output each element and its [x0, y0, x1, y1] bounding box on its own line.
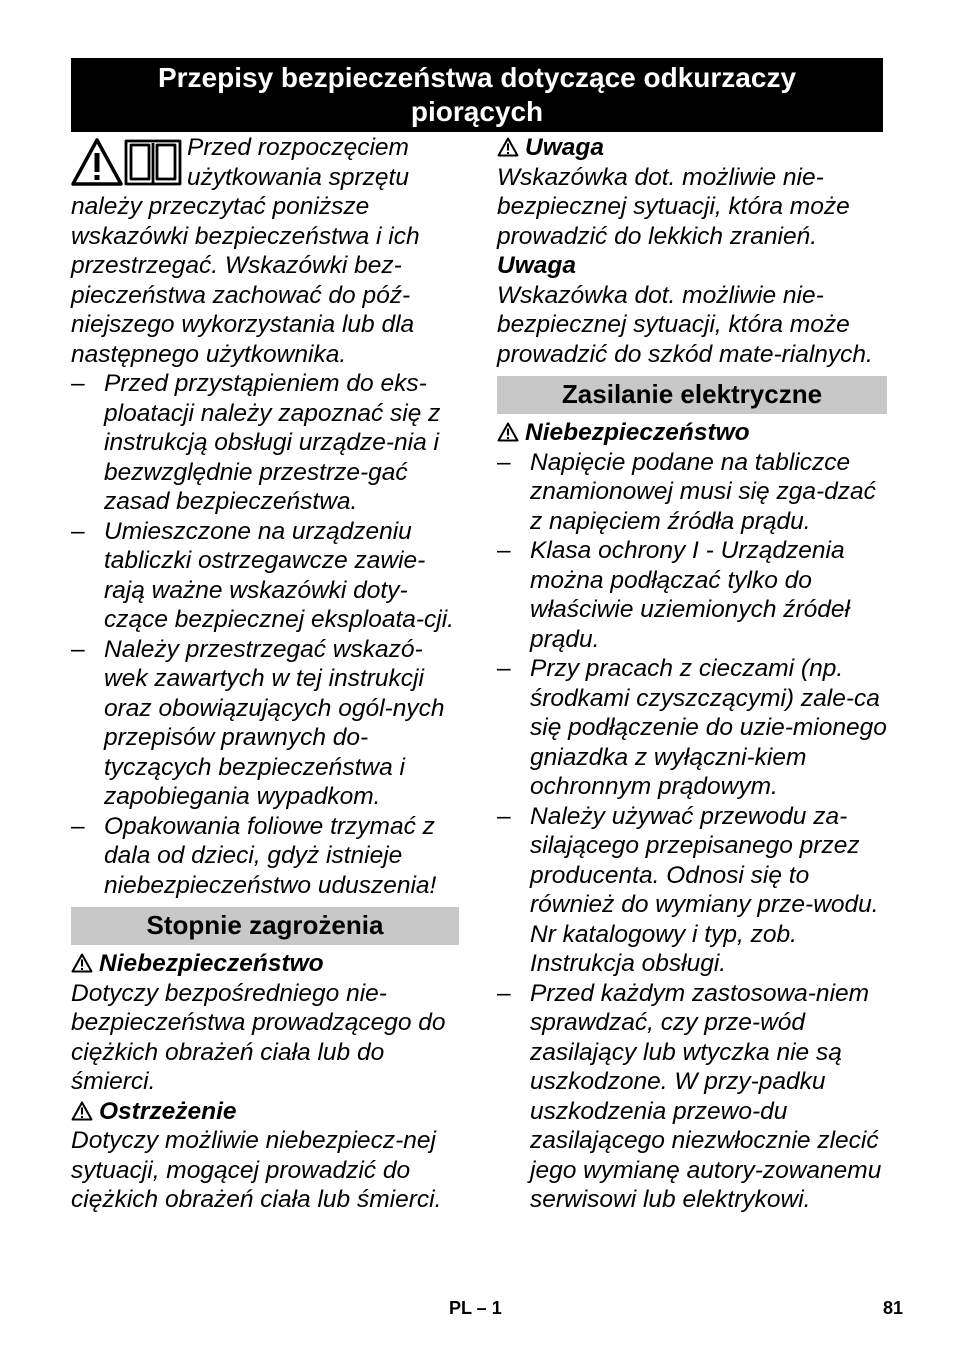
list-item: – Przy pracach z cieczami (np. środkami czyszczącymi) zale-ca się podłączenie do uzie-mionego gniazdka z wyłączni-kiem ochronnym prądowym. [497, 654, 887, 802]
section-heading-hazard-levels: Stopnie zagrożenia [71, 907, 459, 945]
page-title-line-1: Przepisy bezpieczeństwa dotyczące odkurzaczy [157, 62, 797, 93]
warning-triangle-icon [73, 140, 121, 184]
warning-and-manual-icon [71, 137, 183, 189]
list-item: – Opakowania foliowe trzymać z dala od dzieci, gdyż istnieje niebezpieczeństwo uduszenia! [71, 812, 459, 901]
page-title-line-2: piorących [410, 96, 544, 127]
intro-text: Przed rozpoczęciem użytkowania sprzętu należy przeczytać poniższe wskazówki bezpieczeństwa i ich przestrzegać. Wskazówki bez-pieczeństwa zachować do póź-niejszego wykorzystania lub dla następnego użytkownika. [71, 134, 420, 368]
intro-paragraph [71, 133, 459, 369]
list-item: – Należy używać przewodu za-silającego przepisanego przez producenta. Odnosi się to również do wymiany prze-wodu. Nr katalogowy i typ, zob. Instrukcja obsługi. [497, 802, 887, 979]
list-item: – Napięcie podane na tabliczce znamionowej musi się zga-dzać z napięciem źródła prądu. [497, 448, 887, 537]
notice-heading: Uwaga [497, 252, 576, 279]
warning-heading [71, 1097, 459, 1127]
list-item: – Przed przystąpieniem do eks-ploatacji należy zapoznać się z instrukcją obsługi urządze-nia i bezwzględnie przestrze-gać zasad bezpieczeństwa. [71, 369, 459, 517]
list-item: – Umieszczone na urządzeniu tabliczki ostrzegawcze zawie-rają ważne wskazówki doty-czące bezpiecznej eksploata-cji. [71, 517, 459, 635]
right-column [497, 133, 887, 1215]
left-column [71, 133, 459, 1215]
danger-label: Niebezpieczeństwo [99, 950, 324, 977]
danger-heading [497, 418, 887, 448]
notice-description: Wskazówka dot. możliwie nie-bezpiecznej sytuacji, która może prowadzić do szkód mate-rialnych. [497, 281, 873, 368]
warning-triangle-icon [497, 137, 519, 157]
list-item: – Przed każdym zastosowa-niem sprawdzać, czy prze-wód zasilający lub wtyczka nie są uszkodzone. W przy-padku uszkodzenia przewo-du zasilającego niezwłocznie zlecić jego wymianę autory-zowanemu serwisowi lub elektrykowi. [497, 979, 887, 1215]
warning-triangle-icon [497, 422, 519, 442]
danger-description: Dotyczy bezpośredniego nie-bezpieczeństwa prowadzącego do ciężkich obrażeń ciała lub do śmierci. [71, 979, 446, 1095]
caution-label: Uwaga [525, 134, 604, 161]
warning-triangle-icon [71, 1101, 93, 1121]
danger-heading [71, 949, 459, 979]
warning-description: Dotyczy możliwie niebezpiecz-nej sytuacji, mogącej prowadzić do ciężkich obrażeń ciała lub śmierci. [71, 1127, 442, 1213]
caution-description: Wskazówka dot. możliwie nie-bezpiecznej sytuacji, która może prowadzić do lekkich zranień. [497, 163, 850, 250]
manual-book-icon [126, 141, 180, 184]
page-title [71, 58, 883, 132]
danger-label: Niebezpieczeństwo [525, 419, 750, 446]
list-item: – Klasa ochrony I - Urządzenia można podłączać tylko do właściwie uziemionych źródeł prądu. [497, 536, 887, 654]
list-item: – Należy przestrzegać wskazó-wek zawartych w tej instrukcji oraz obowiązujących ogól-nych przepisów prawnych do-tyczących bezpieczeństwa i zapobiegania wypadkom. [71, 635, 459, 812]
warning-label: Ostrzeżenie [99, 1097, 237, 1125]
section-heading-power-supply: Zasilanie elektryczne [497, 376, 887, 414]
page-number: 81 [883, 1298, 904, 1318]
footer-language-section: PL – 1 [449, 1298, 502, 1318]
caution-heading [497, 133, 887, 163]
warning-triangle-icon [71, 953, 93, 973]
